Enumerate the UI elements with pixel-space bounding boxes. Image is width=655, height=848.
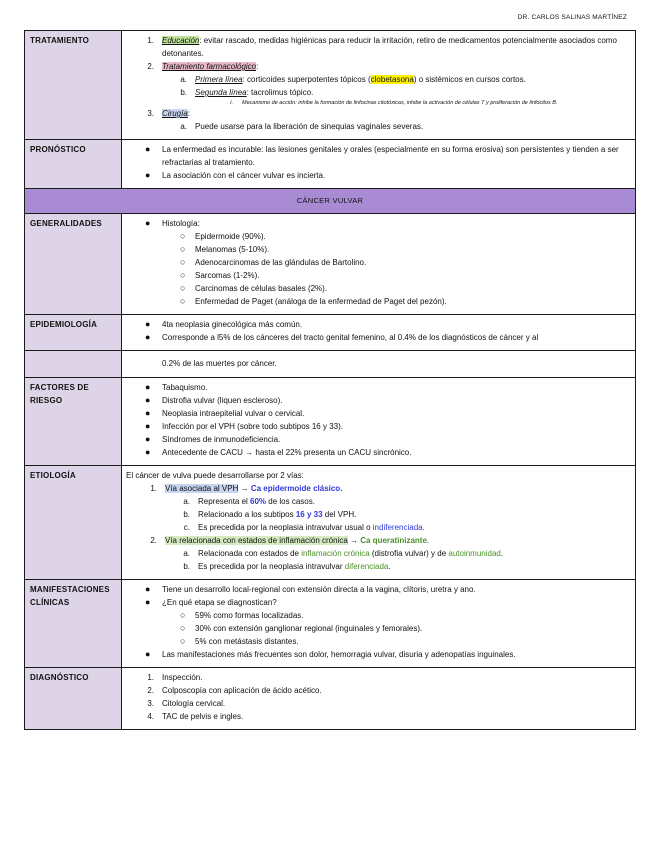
bullet-marker: ●: [145, 170, 151, 180]
list-item: [126, 482, 630, 495]
row-epidemiologia: [25, 315, 636, 351]
content-manifestaciones: [122, 580, 636, 668]
row-etiologia: [25, 466, 636, 580]
list-item: [127, 243, 630, 256]
list-item: [127, 381, 630, 394]
histologia-item: Enfermedad de Paget (análoga de la enfermedad de Paget del pezón).: [195, 297, 447, 306]
row-epidemiologia-cont: [25, 351, 636, 378]
list-item: [127, 86, 630, 99]
list-marker: c.: [183, 523, 190, 532]
label-diagnostico: DIAGNÓSTICO: [25, 668, 122, 730]
label-etiologia: ETIOLOGÍA: [25, 466, 122, 580]
list-marker: 3.: [147, 699, 154, 708]
list-marker: b.: [183, 510, 190, 519]
list-item: [127, 446, 630, 459]
bullet-marker: ●: [145, 382, 151, 392]
bullet-marker: ●: [145, 144, 151, 154]
label-epidemiologia: EPIDEMIOLOGÍA: [25, 315, 122, 351]
list-marker: a.: [183, 497, 190, 506]
list-item: [127, 143, 630, 169]
list-marker: 2.: [150, 536, 157, 545]
content-generalidades: [122, 214, 636, 315]
bullet-marker: ●: [145, 649, 151, 659]
bullet-marker: ●: [145, 584, 151, 594]
educacion-title: Educación: [162, 36, 200, 45]
bullet-marker: ●: [145, 218, 151, 228]
bullet-marker: ●: [145, 421, 151, 431]
text: Representa el: [198, 497, 251, 506]
cirugia-title: Cirugía: [162, 109, 188, 118]
mecanismo-text: Mecanismo de acción: inhibe la formación de linfocinas citotóxicas, inhibe la activación de células T y proliferación de linfocitos B.: [242, 100, 558, 106]
highlight-inflamacion: inflamación crónica: [301, 549, 370, 558]
text: (distrofia vulvar) y de: [369, 549, 449, 558]
pronostico-text: La enfermedad es incurable: las lesiones genitales y orales (especialmente en su forma erosiva) son persistentes y tienden a ser refractarias al tratamiento.: [162, 145, 619, 167]
highlight-autoinmunidad: autoinmunidad: [448, 549, 501, 558]
factor-text: Neoplasia intraepitelial vulvar o cervical.: [162, 409, 305, 418]
circle-marker: ○: [180, 283, 186, 293]
circle-marker: ○: [180, 244, 186, 254]
circle-marker: ○: [180, 257, 186, 267]
list-item: [127, 120, 630, 133]
list-item: [127, 269, 630, 282]
list-marker: 2.: [147, 686, 154, 695]
list-marker: a.: [180, 122, 187, 131]
list-item: [127, 420, 630, 433]
section-header-row: [25, 189, 636, 214]
manifestacion-text: ¿En qué etapa se diagnostican?: [162, 598, 277, 607]
list-item: [127, 107, 630, 120]
list-item: [127, 671, 630, 684]
list-item: [127, 433, 630, 446]
primera-linea-title: Primera línea: [195, 75, 243, 84]
list-marker: 1.: [147, 36, 154, 45]
via-inflamacion-label: Vía relacionada con estados de inflamación crónica: [165, 536, 348, 545]
list-item: [126, 495, 630, 508]
list-marker: 1.: [147, 673, 154, 682]
colon: :: [187, 109, 191, 118]
list-item: [127, 710, 630, 723]
circle-marker: ○: [180, 296, 186, 306]
row-diagnostico: [25, 668, 636, 730]
list-item: [127, 394, 630, 407]
list-marker: a.: [180, 75, 187, 84]
row-generalidades: [25, 214, 636, 315]
list-item: [127, 609, 630, 622]
primera-linea-text-end: ) o sistémicos en cursos cortos.: [413, 75, 526, 84]
bullet-marker: ●: [145, 447, 151, 457]
list-item: [127, 407, 630, 420]
list-item: [127, 230, 630, 243]
list-item: [126, 521, 630, 534]
list-item: [126, 534, 630, 547]
label-empty: [25, 351, 122, 378]
clobetasona-highlight: clobetasona: [370, 75, 414, 84]
list-marker: b.: [183, 562, 190, 571]
content-tratamiento: [122, 31, 636, 140]
epidemiologia-text: 4ta neoplasia ginecológica más común.: [162, 320, 303, 329]
manifestacion-text: Tiene un desarrollo local-regional con extensión directa a la vagina, clítoris, uretra y ano.: [162, 585, 476, 594]
etapa-text: 5% con metástasis distantes.: [195, 637, 299, 646]
list-item: [127, 99, 630, 107]
farmacologico-title: Tratamiento farmacológico: [162, 62, 257, 71]
highlight-subtipos: 16 y 33: [295, 510, 323, 519]
histologia-heading: Histología:: [162, 219, 200, 228]
content-etiologia: [122, 466, 636, 580]
via-vph-label: Vía asociada al VPH: [165, 484, 239, 493]
list-marker: a.: [183, 549, 190, 558]
list-item: [126, 560, 630, 573]
text: de los casos.: [266, 497, 315, 506]
bullet-marker: ●: [145, 434, 151, 444]
text: .: [388, 562, 391, 571]
list-marker: 1.: [150, 484, 157, 493]
manifestacion-text: Las manifestaciones más frecuentes son dolor, hemorragia vulvar, disuria y adenopatías inguinales.: [162, 650, 516, 659]
cirugia-text: Puede usarse para la liberación de sinequias vaginales severas.: [195, 122, 424, 131]
circle-marker: ○: [180, 636, 186, 646]
list-item: [127, 648, 630, 661]
ca-epidermoide-label: Ca epidermoide clásico.: [250, 484, 343, 493]
histologia-item: Sarcomas (1-2%).: [195, 271, 260, 280]
text: .: [422, 523, 425, 532]
circle-marker: ○: [180, 231, 186, 241]
list-marker: b.: [180, 88, 187, 97]
bullet-marker: ●: [145, 395, 151, 405]
list-item: [126, 547, 630, 560]
histologia-item: Carcinomas de células basales (2%).: [195, 284, 328, 293]
list-item: [127, 169, 630, 182]
list-item: [127, 583, 630, 596]
list-item: [126, 508, 630, 521]
list-marker: 3.: [147, 109, 154, 118]
list-item: [127, 295, 630, 308]
diagnostico-text: Citología cervical.: [162, 699, 226, 708]
list-item: [127, 282, 630, 295]
bullet-marker: ●: [145, 319, 151, 329]
circle-marker: ○: [180, 623, 186, 633]
label-generalidades: GENERALIDADES: [25, 214, 122, 315]
colon: :: [256, 62, 259, 71]
etapa-text: 59% como formas localizadas.: [195, 611, 304, 620]
text: Es precedida por la neoplasia intravulvar usual o: [198, 523, 373, 532]
text: del VPH.: [322, 510, 357, 519]
row-manifestaciones: [25, 580, 636, 668]
notes-table: [24, 30, 636, 730]
list-item: [127, 256, 630, 269]
text: Relacionada con estados de: [198, 549, 302, 558]
educacion-text: : evitar rascado, medidas higiénicas para reducir la irritación, retiro de medicamentos potencialmente asociados como detonantes.: [162, 36, 617, 58]
highlight-60: 60%: [250, 497, 267, 506]
label-pronostico: PRONÓSTICO: [25, 140, 122, 189]
row-tratamiento: [25, 31, 636, 140]
factor-text: Antecedente de CACU → hasta el 22% presenta un CACU sincrónico.: [162, 448, 412, 457]
highlight-indiferenciada: indiferenciada: [372, 523, 423, 532]
histologia-item: Epidermoide (90%).: [195, 232, 266, 241]
highlight-diferenciada: diferenciada: [344, 562, 389, 571]
segunda-linea-text: : tacrolimus tópico.: [246, 88, 314, 97]
diagnostico-text: TAC de pelvis e ingles.: [162, 712, 244, 721]
content-diagnostico: [122, 668, 636, 730]
circle-marker: ○: [180, 610, 186, 620]
list-item: [127, 622, 630, 635]
author-header: DR. CARLOS SALINAS MARTÍNEZ: [517, 14, 627, 21]
list-marker: i.: [230, 100, 233, 106]
content-epidemiologia: [122, 315, 636, 351]
circle-marker: ○: [180, 270, 186, 280]
bullet-marker: ●: [145, 408, 151, 418]
diagnostico-text: Inspección.: [162, 673, 203, 682]
factor-text: Tabaquismo.: [162, 383, 208, 392]
histologia-item: Melanomas (5-10%).: [195, 245, 270, 254]
arrow: →: [347, 536, 361, 545]
etapa-text: 30% con extensión ganglionar regional (inguinales y femorales).: [195, 624, 423, 633]
list-item: [127, 635, 630, 648]
factor-text: Síndromes de inmunodeficiencia.: [162, 435, 281, 444]
continuation-line: 0.2% de las muertes por cáncer.: [162, 359, 277, 368]
text: .: [500, 549, 504, 558]
section-title: CÁNCER VULVAR: [25, 189, 636, 214]
list-item: [127, 331, 630, 344]
etiologia-intro: El cáncer de vulva puede desarrollarse por 2 vías:: [126, 471, 304, 480]
label-manifestaciones: MANIFESTACIONES CLÍNICAS: [25, 580, 122, 668]
list-item: [127, 684, 630, 697]
label-factores: FACTORES DE RIESGO: [25, 378, 122, 466]
list-item: [127, 697, 630, 710]
list-item: [127, 596, 630, 609]
list-item: [127, 60, 630, 73]
text: Relacionado a los subtipos: [198, 510, 296, 519]
list-marker: 4.: [147, 712, 154, 721]
ca-queratinizante-label: Ca queratinizante: [360, 536, 427, 545]
bullet-marker: ●: [145, 332, 151, 342]
row-pronostico: [25, 140, 636, 189]
list-item: [127, 34, 630, 60]
list-item: [127, 217, 630, 230]
content-pronostico: [122, 140, 636, 189]
primera-linea-text: : corticoides superpotentes tópicos (: [242, 75, 371, 84]
list-marker: 2.: [147, 62, 154, 71]
text: Es precedida por la neoplasia intravulvar: [198, 562, 345, 571]
bullet-marker: ●: [145, 597, 151, 607]
row-factores: [25, 378, 636, 466]
content-epidemiologia-cont: [122, 351, 636, 378]
pronostico-text: La asociación con el cáncer vulvar es incierta.: [162, 171, 326, 180]
segunda-linea-title: Segunda línea: [195, 88, 247, 97]
list-item: [127, 73, 630, 86]
diagnostico-text: Colposcopía con aplicación de ácido acético.: [162, 686, 322, 695]
histologia-item: Adenocarcinomas de las glándulas de Bartolino.: [195, 258, 367, 267]
content-factores: [122, 378, 636, 466]
factor-text: Infección por el VPH (sobre todo subtipos 16 y 33).: [162, 422, 343, 431]
arrow: →: [238, 484, 251, 493]
epidemiologia-text: Corresponde a l5% de los cánceres del tracto genital femenino, al 0.4% de los diagnósticos de cáncer y al: [162, 333, 539, 342]
text: .: [426, 536, 430, 545]
factor-text: Distrofia vulvar (liquen escleroso).: [162, 396, 283, 405]
list-item: [127, 318, 630, 331]
label-tratamiento: TRATAMIENTO: [25, 31, 122, 140]
